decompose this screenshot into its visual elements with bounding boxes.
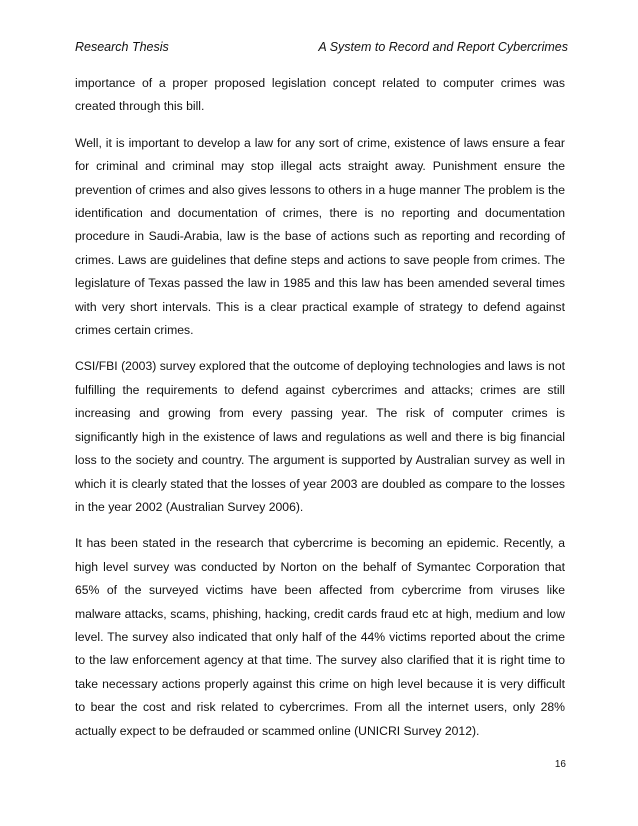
header-thesis-title: A System to Record and Report Cybercrimes <box>318 40 568 54</box>
paragraph-continuation: importance of a proper proposed legislation concept related to computer crimes was created through this bill. <box>75 76 565 114</box>
page-body <box>75 72 565 756</box>
paragraph-cybercrime-epidemic: It has been stated in the research that cybercrime is becoming an epidemic. Recently, a high level survey was conducted by Norton on the behalf of Symantec Corporation that 65% of the surveyed victims have been affected from cybercrime from viruses like malware attacks, scams, phishing, hacking, credit cards fraud etc at high, medium and low level. The survey also indicated that only half of the 44% victims reported about the crime to the law enforcement agency at that time. The survey also clarified that it is right time to take necessary actions properly against this crime on high level because it is very difficult to bear the cost and risk related to cybercrimes. From all the internet users, only 28% actually expect to be defrauded or scammed online (UNICRI Survey 2012). <box>75 536 565 738</box>
page-header <box>75 38 568 56</box>
paragraph-law-importance: Well, it is important to develop a law for any sort of crime, existence of laws ensure a fear for criminal and criminal may stop illegal acts straight away. Punishment ensure the prevention of crimes and also gives lessons to others in a huge manner The problem is the identification and documentation of crimes, there is no reporting and documentation procedure in Saudi-Arabia, law is the base of actions such as reporting and recording of crimes. Laws are guidelines that define steps and actions to save people from crimes. The legislature of Texas passed the law in 1985 and this law has been amended several times with very short intervals. This is a clear practical example of strategy to defend against crimes certain crimes. <box>75 135 565 338</box>
header-thesis-label: Research Thesis <box>75 40 169 54</box>
paragraph-csi-fbi-survey: CSI/FBI (2003) survey explored that the outcome of deploying technologies and laws is not fulfilling the requirements to defend against cybercrimes and attacks; crimes are still increasing and growing from every passing year. The risk of computer crimes is significantly high in the existence of laws and regulations as well and there is big financial loss to the society and country. The argument is supported by Australian survey as well in which it is clearly stated that the losses of year 2003 are doubled as compare to the losses in the year 2002 (Australian Survey 2006). <box>75 359 565 514</box>
page-number: 16 <box>554 759 566 770</box>
